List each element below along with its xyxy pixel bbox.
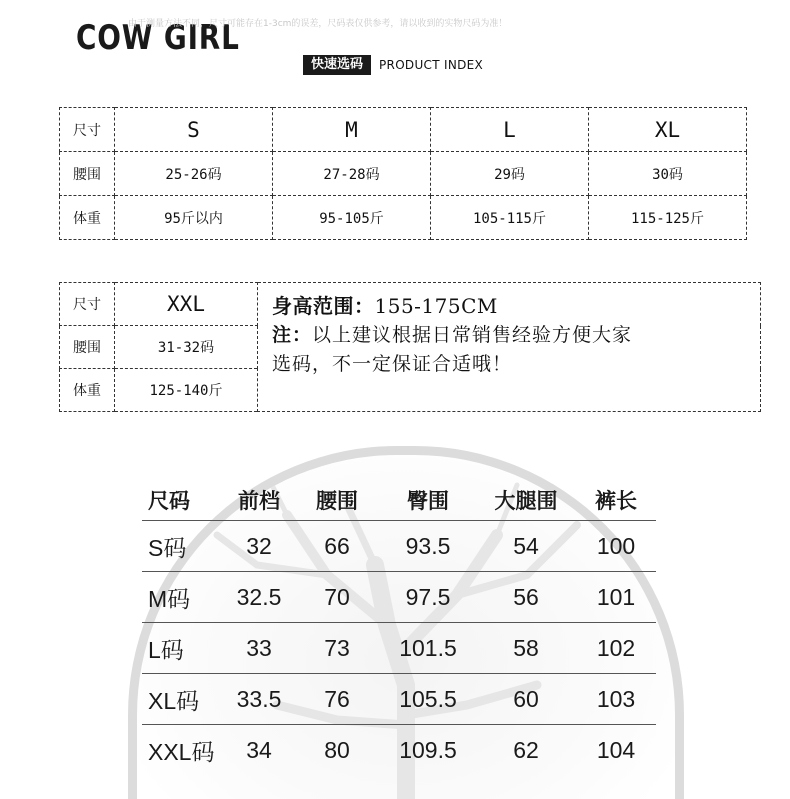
table-cell: 70 [294, 572, 380, 623]
column-header: 前档 [224, 480, 294, 521]
size-cell: L [431, 108, 589, 152]
table-row [142, 572, 656, 623]
table-header-row [142, 480, 656, 521]
table-cell: 33 [224, 623, 294, 674]
table-cell: 34 [246, 736, 272, 763]
table-cell: 100 [576, 521, 656, 572]
table-cell: 56 [476, 572, 576, 623]
height-label: 身高范围： [272, 294, 375, 318]
size-table-xxl [59, 282, 761, 412]
table-row [142, 521, 656, 572]
index-title-en: PRODUCT INDEX [379, 58, 484, 72]
table-row [60, 152, 747, 196]
table-cell: 73 [294, 623, 380, 674]
table-cell: M码 [142, 572, 224, 623]
table-cell: 101 [576, 572, 656, 623]
column-header: 尺码 [142, 480, 224, 521]
table-cell: 109.5 [399, 736, 457, 763]
note-label: 注： [272, 324, 313, 346]
size-table-main [59, 107, 747, 240]
weight-cell: 105-115斤 [431, 196, 589, 240]
waist-cell: 25-26码 [115, 152, 273, 196]
table-cell: 97.5 [380, 572, 476, 623]
size-cell: S [115, 108, 273, 152]
product-index-header [303, 55, 483, 75]
table-cell: 101.5 [380, 623, 476, 674]
table-row [60, 196, 747, 240]
table-row [60, 108, 747, 152]
weight-cell: 125-140斤 [115, 369, 258, 412]
column-header: 腰围 [294, 480, 380, 521]
height-value: 155-175CM [374, 294, 498, 318]
table-row [142, 725, 656, 776]
weight-cell: 115-125斤 [589, 196, 747, 240]
row-label: 体重 [60, 196, 115, 240]
disclaimer-note: 由于测量方法不同，尺寸可能存在1-3cm的误差，尺码表仅供参考，请以收到的实物尺码为准！ [128, 19, 508, 29]
index-title-zh: 快速选码 [303, 55, 371, 75]
table-cell: 102 [576, 623, 656, 674]
table-cell: 33.5 [224, 674, 294, 725]
waist-cell: 27-28码 [273, 152, 431, 196]
table-cell: 58 [476, 623, 576, 674]
waist-cell: 31-32码 [115, 326, 258, 369]
column-header: 臀围 [380, 480, 476, 521]
table-cell: XL码 [142, 674, 224, 725]
note-line-2: 选码，不一定保证合适哦！ [272, 353, 513, 375]
note-line-1: 以上建议根据日常销售经验方便大家 [312, 324, 633, 346]
size-cell: XL [589, 108, 747, 152]
table-cell: 66 [294, 521, 380, 572]
table-cell: 80 [324, 736, 350, 763]
table-cell: L码 [142, 623, 224, 674]
table-cell: 32 [224, 521, 294, 572]
table-cell: 76 [294, 674, 380, 725]
table-cell: 62 [513, 736, 539, 763]
row-label: 腰围 [60, 152, 115, 196]
waist-cell: 30码 [589, 152, 747, 196]
table-cell: 60 [476, 674, 576, 725]
weight-cell: 95斤以内 [115, 196, 273, 240]
row-label: 尺寸 [60, 108, 115, 152]
table-cell: 103 [576, 674, 656, 725]
brand-logo: COW GIRL [76, 18, 240, 58]
row-label: 腰围 [60, 326, 115, 369]
height-note [258, 283, 761, 412]
table-row [142, 674, 656, 725]
waist-cell: 29码 [431, 152, 589, 196]
table-row [60, 283, 761, 326]
table-cell: 54 [476, 521, 576, 572]
table-cell: S码 [142, 521, 224, 572]
row-label: 体重 [60, 369, 115, 412]
table-cell: 93.5 [380, 521, 476, 572]
row-label: 尺寸 [60, 283, 115, 326]
size-cell: M [273, 108, 431, 152]
table-cell: 105.5 [380, 674, 476, 725]
table-cell: 32.5 [224, 572, 294, 623]
table-cell: XXL码 [148, 738, 215, 765]
table-row [142, 623, 656, 674]
weight-cell: 95-105斤 [273, 196, 431, 240]
column-header: 裤长 [576, 480, 656, 521]
table-cell: 104 [596, 736, 636, 763]
measurement-table [142, 480, 656, 775]
size-cell: XXL [115, 283, 258, 326]
column-header: 大腿围 [476, 480, 576, 521]
